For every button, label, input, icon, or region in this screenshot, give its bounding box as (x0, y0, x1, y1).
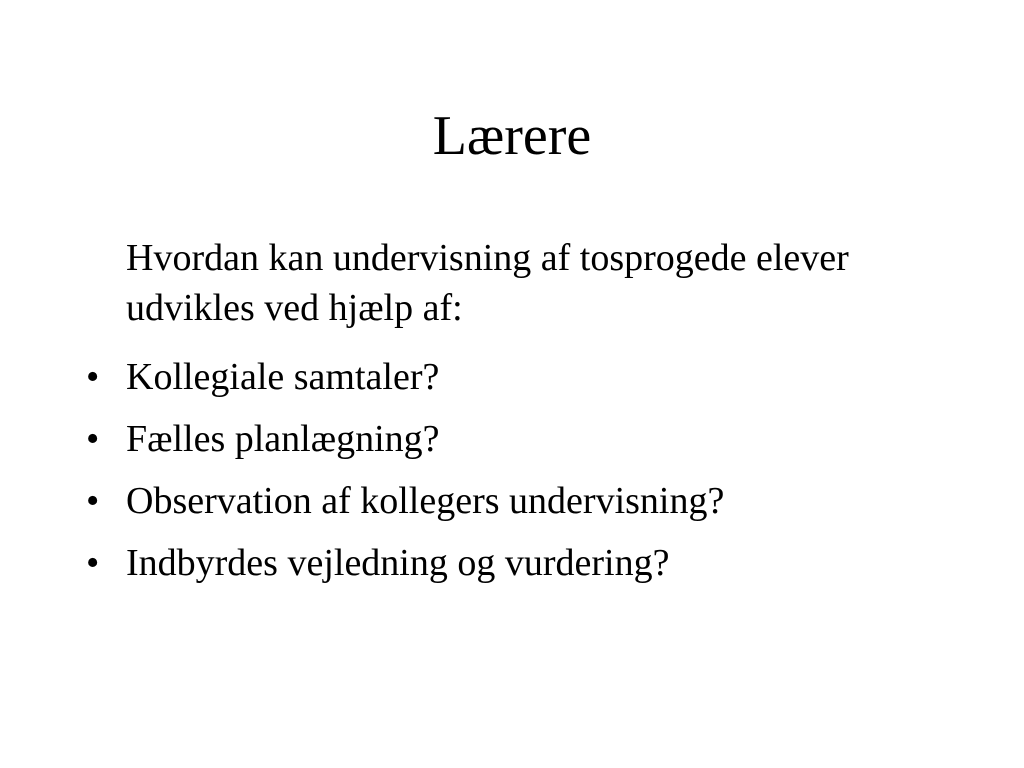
bullet-icon: • (86, 542, 100, 584)
list-item-text: Kollegiale samtaler? (126, 356, 440, 398)
list-item-text: Indbyrdes vejledning og vurdering? (126, 542, 670, 584)
bullet-icon: • (86, 418, 100, 460)
list-item (86, 538, 966, 588)
list-item (86, 352, 966, 402)
slide-title: Lærere (432, 105, 592, 167)
list-item-text: Observation af kollegers undervisning? (126, 480, 725, 522)
bullet-list (86, 352, 966, 600)
intro-text: Hvordan kan undervisning af tosprogede elever udvikles ved hjælp af: (126, 237, 849, 329)
bullet-icon: • (86, 480, 100, 522)
list-item-text: Fælles planlægning? (126, 418, 440, 460)
list-item (86, 414, 966, 464)
list-item (86, 476, 966, 526)
bullet-icon: • (86, 356, 100, 398)
